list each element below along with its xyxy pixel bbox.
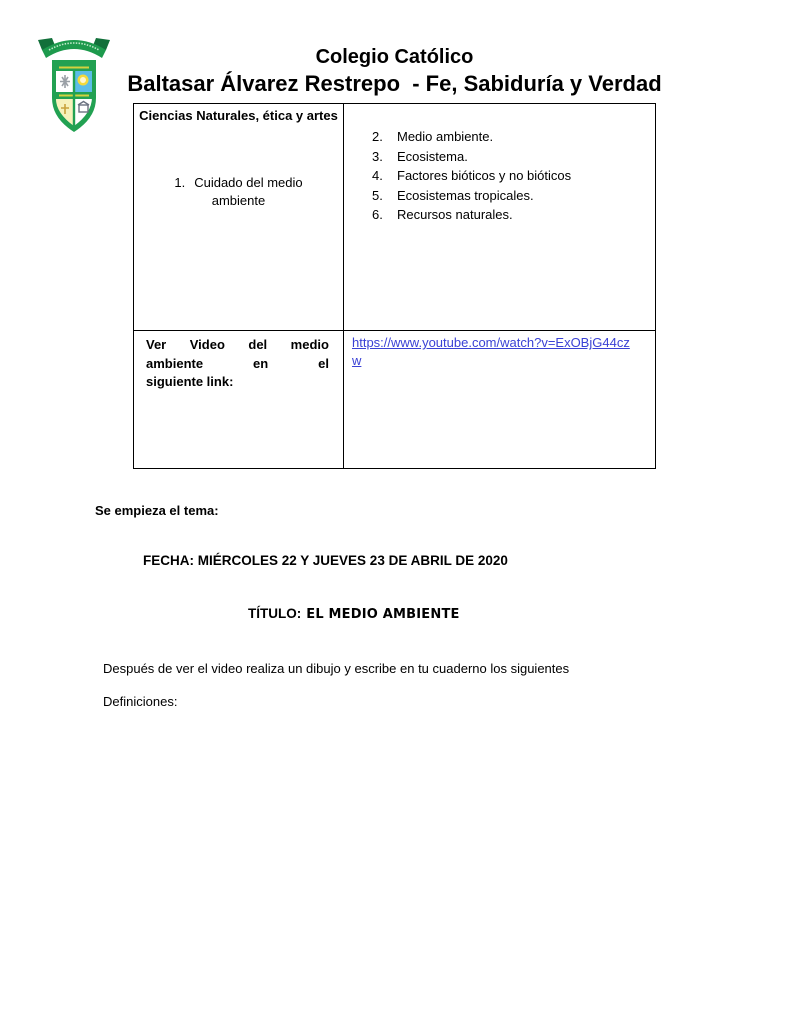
- topic-text: Factores bióticos y no bióticos: [397, 168, 572, 183]
- topic-item-3: [372, 147, 649, 167]
- topic-item-5: [372, 186, 649, 206]
- topic-number: 5.: [372, 187, 383, 203]
- title-line: [248, 606, 460, 622]
- intro-text: Se empieza el tema:: [95, 503, 219, 518]
- video-label-line-2: ambiente en el: [146, 355, 329, 371]
- topic-number: 3.: [372, 148, 383, 164]
- video-label-line-3: siguiente link:: [146, 374, 234, 389]
- topic-text: Ecosistemas tropicales.: [397, 187, 534, 203]
- video-label-cell: [134, 331, 344, 468]
- topic-number: 4.: [372, 168, 383, 183]
- youtube-link[interactable]: https://www.youtube.com/watch?v=ExOBjG44czw: [352, 335, 630, 368]
- video-link-cell: [344, 331, 655, 468]
- content-table: [133, 103, 656, 469]
- topic-text: Medio ambiente.: [397, 129, 494, 144]
- topic-item-1: [160, 174, 318, 210]
- topic-item-1-text: Cuidado del medio ambiente: [194, 175, 303, 208]
- date-line: FECHA: MIÉRCOLES 22 Y JUEVES 23 DE ABRIL DE 2020: [143, 553, 508, 568]
- instruction-text: Después de ver el video realiza un dibujo y escribe en tu cuaderno los siguientes: [103, 661, 570, 676]
- definitions-label: Definiciones:: [103, 694, 178, 709]
- topic-item-1-number: 1.: [174, 175, 186, 190]
- video-label-line-1: Ver Video del medio: [146, 337, 329, 352]
- topics-cell: [344, 104, 655, 331]
- school-subtitle: Baltasar Álvarez Restrepo - Fe, Sabiduría y Verdad: [127, 71, 662, 96]
- title-label: TÍTULO:: [248, 606, 302, 621]
- topic-item-2: [372, 127, 649, 147]
- topic-text: Recursos naturales.: [397, 207, 513, 222]
- topic-number: 2.: [372, 129, 383, 144]
- topic-item-6: [372, 205, 649, 225]
- topic-item-4: [372, 166, 649, 186]
- subject-title: Ciencias Naturales, ética y artes: [139, 108, 338, 123]
- title-value: EL MEDIO AMBIENTE: [306, 607, 460, 622]
- topic-text: Ecosistema.: [397, 148, 468, 164]
- topic-number: 6.: [372, 207, 383, 222]
- school-name: Colegio Católico: [315, 46, 474, 68]
- subject-cell: [134, 104, 344, 331]
